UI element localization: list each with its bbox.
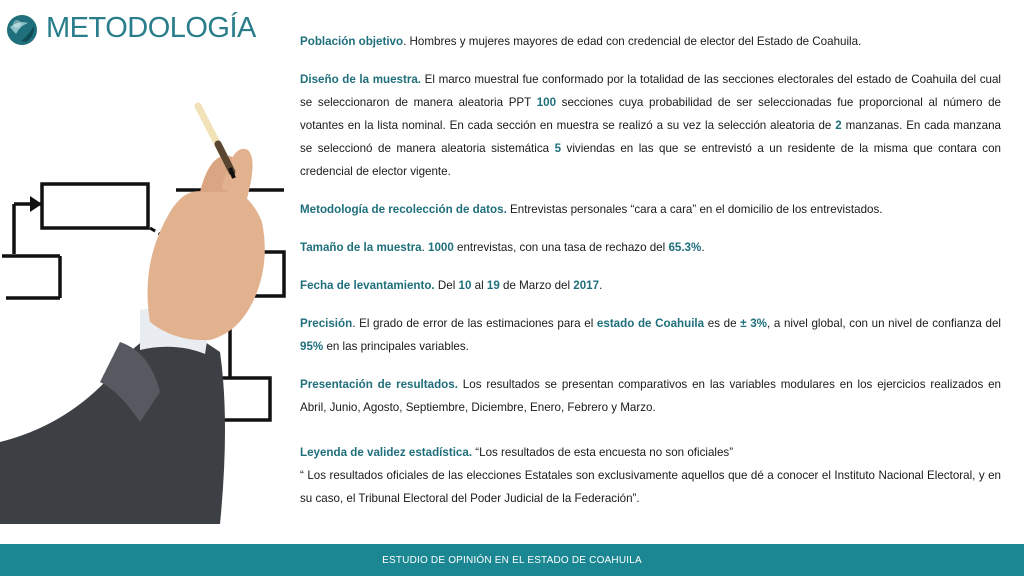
globe-icon (6, 14, 38, 46)
leyenda-paragraph (300, 441, 1001, 510)
precision-value-confidence: 95% (300, 340, 324, 353)
poblacion-text: Hombres y mujeres mayores de edad con credencial de elector del Estado de Coahuila. (406, 35, 862, 48)
fecha-text-3: de Marzo del (499, 279, 574, 292)
precision-text-3: , a nivel global, con un nivel de confianza del (766, 317, 1001, 330)
diseno-value-homes: 5 (554, 142, 562, 155)
fecha-heading: Fecha de levantamiento. (300, 279, 435, 292)
diseno-text-3: manzanas. En cada manzana se seleccionó de manera aleatoria sistemática (300, 119, 1001, 155)
tamano-value-rejection: 65.3% (668, 241, 702, 254)
diseno-text-4: viviendas en las que se entrevistó a un residente de la misma que contara con credencial de elector vigente. (300, 142, 1001, 178)
fecha-paragraph (300, 274, 1001, 297)
metodologia-heading: Metodología de recolección de datos. (300, 203, 507, 216)
tamano-text-1: entrevistas, con una tasa de rechazo del (453, 241, 669, 254)
page-title: METODOLOGÍA (46, 12, 256, 44)
hand-drawing-flowchart-icon (0, 92, 300, 524)
precision-text-1: . El grado de error de las estimaciones para el (352, 317, 597, 330)
leyenda-text-1: “Los resultados de esta encuesta no son oficiales” (472, 446, 734, 459)
precision-state: estado de Coahuila (596, 317, 705, 330)
metodologia-text: Entrevistas personales “cara a cara” en el domicilio de los entrevistados. (506, 203, 883, 216)
fecha-value-end: 19 (486, 279, 500, 292)
precision-value-error: ± 3% (740, 317, 767, 330)
presentacion-paragraph (300, 373, 1001, 419)
poblacion-paragraph (300, 30, 1001, 53)
precision-heading: Precisión (300, 317, 353, 330)
separator: . (403, 35, 407, 48)
metodologia-paragraph (300, 198, 1001, 221)
leyenda-text-2: “ Los resultados oficiales de las elecciones Estatales son exclusivamente aquellos que dé a conocer el Instituto Nacional Electoral, y en su caso, el Tribunal Electoral del Poder Judicial de la Federación”. (300, 469, 1001, 505)
tamano-paragraph (300, 236, 1001, 259)
diseno-text-1: El marco muestral fue conformado por la totalidad de las secciones electorales del estado de Coahuila del cual se seleccionaron de manera aleatoria PPT (300, 73, 1002, 109)
separator: . (421, 241, 429, 254)
diseno-paragraph (300, 68, 1001, 183)
precision-text-4: en las principales variables. (323, 340, 469, 353)
fecha-value-year: 2017 (573, 279, 600, 292)
precision-paragraph (300, 312, 1001, 358)
poblacion-heading: Población objetivo (300, 35, 404, 48)
precision-text-2: es de (704, 317, 741, 330)
presentacion-text: Los resultados se presentan comparativos en las variables modulares en los ejercicios realizados en Abril, Junio, Agosto, Septiembre, Diciembre, Enero, Febrero y Marzo. (300, 378, 1002, 414)
diseno-heading: Diseño de la muestra. (300, 73, 422, 86)
tamano-value-interviews: 1000 (428, 241, 454, 254)
diseno-text-2: secciones cuya probabilidad de ser seleccionadas fue proporcional al número de votantes en la lista nominal. En cada sección en muestra se realizó a su vez la selección aleatoria de (300, 96, 1001, 132)
methodology-text (300, 30, 1001, 525)
fecha-text-2: al (471, 279, 487, 292)
fecha-text-1: Del (434, 279, 459, 292)
footer-bar: ESTUDIO DE OPINIÓN EN EL ESTADO DE COAHUILA (0, 544, 1024, 576)
presentacion-heading: Presentación de resultados. (300, 378, 458, 391)
fecha-text-4: . (599, 279, 603, 292)
leyenda-heading: Leyenda de validez estadística. (300, 446, 473, 459)
tamano-heading: Tamaño de la muestra (300, 241, 422, 254)
tamano-text-2: . (701, 241, 705, 254)
fecha-value-start: 10 (458, 279, 472, 292)
diseno-value-sections: 100 (536, 96, 557, 109)
diseno-value-blocks: 2 (835, 119, 842, 132)
